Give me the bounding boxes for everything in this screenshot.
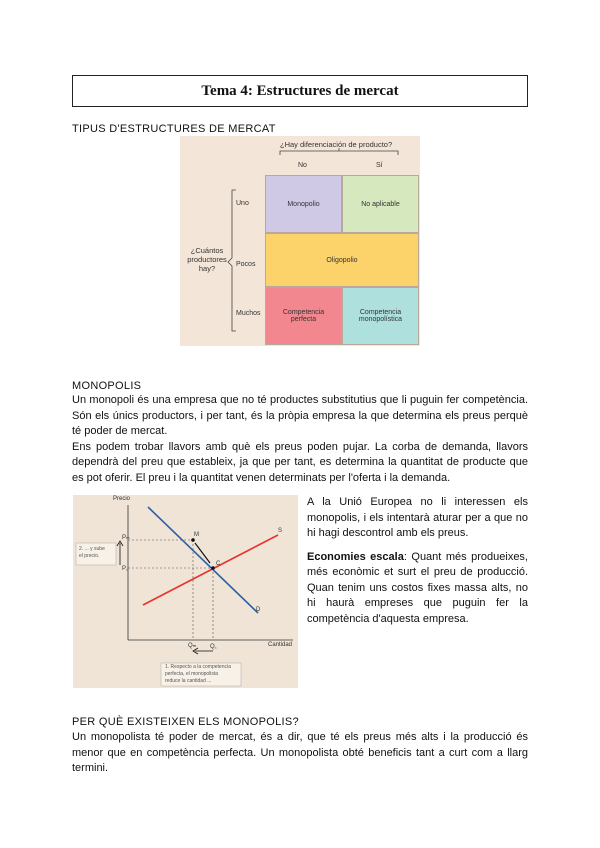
cell-competencia-perfecta-label-2: perfecta — [290, 316, 317, 323]
side-text — [307, 495, 528, 635]
graph-note-bottom-line2: perfecta, el monopolista — [165, 671, 219, 677]
cell-oligopolio-label: Oligopolio — [326, 256, 358, 264]
matrix-row-muchos: Muchos — [236, 310, 261, 317]
graph-xlabel: Cantidad — [268, 642, 293, 648]
cell-monopolio-label: Monopolio — [287, 200, 320, 208]
section-heading-why-monopolis: PER QUÈ EXISTEIXEN ELS MONOPOLIS? — [72, 716, 299, 728]
matrix-row-uno: Uno — [236, 200, 249, 207]
why-monopolis-paragraph — [72, 730, 528, 777]
matrix-question-left-line2: productores — [187, 255, 227, 264]
matrix-col-no: No — [298, 162, 307, 169]
cell-oligopolio — [265, 233, 419, 287]
graph-label-demand: D — [256, 607, 261, 613]
graph-label-pc: P꜀ — [122, 566, 129, 572]
monopoly-graph — [73, 495, 298, 688]
cell-competencia-monopolistica-label-2: monopolística — [358, 316, 403, 323]
section-heading-monopolis: MONOPOLIS — [72, 380, 142, 392]
matrix-row-pocos: Pocos — [236, 261, 256, 268]
cell-competencia-perfecta — [265, 287, 342, 345]
monopolis-paragraph-1: Un monopoli és una empresa que no té productes substitutius que li puguin fer competència. Són els únics productors, i per tant, és la pròpia empresa la que determina els preus perquè té poder de mercat. — [72, 394, 528, 437]
matrix-question-left-line3: hay? — [198, 264, 216, 273]
demand-curve — [148, 507, 261, 613]
graph-ylabel: Precio — [113, 496, 131, 502]
graph-label-point-m: M — [194, 532, 199, 538]
side-paragraph-1: A la Unió Europea no li interessen els monopolis, i els intentarà aturar per a que no hi hagi descontrol amb els preus. — [307, 496, 528, 539]
graph-note-left-line1: 2. ... y sube — [79, 546, 105, 552]
graph-note-left-line2: el precio. — [79, 553, 100, 559]
cell-no-aplicable — [342, 175, 419, 233]
matrix-question-left-line1: ¿Cuántos — [190, 246, 224, 255]
cell-monopolio — [265, 175, 342, 233]
matrix-left-brace — [180, 136, 240, 346]
monopoly-graph-svg — [73, 495, 298, 688]
cell-competencia-monopolistica-label-1: Competencia — [359, 309, 402, 316]
graph-note-left — [79, 546, 105, 560]
page-title-text: Tema 4: Estructures de mercat — [201, 82, 399, 99]
market-structure-matrix — [180, 136, 420, 346]
supply-curve — [143, 535, 278, 605]
side-paragraph-2 — [307, 550, 528, 628]
point-c-dot — [211, 566, 215, 570]
graph-note-bottom-line1: 1. Respecto a la competencia — [165, 664, 231, 670]
graph-note-bottom — [165, 664, 231, 685]
matrix-question-top: ¿Hay diferenciación de producto? — [280, 140, 393, 149]
monopolis-paragraph-2: Ens podem trobar llavors amb què els preus poden pujar. La corba de demanda, llavors dependrà del preu que estableix, ja que per tant, es determina la quantitat de producte que es pot oferir. El preu i la quantitat venen determinats per l'oferta i la demanda. — [72, 440, 528, 484]
economies-escala-text: : Quant més produeixes, més econòmic et surt el preu de producció. Quan tenim uns costos fixes massa alts, no hi haurà empreses que puguin fer la competència d'aquesta empresa. — [307, 550, 528, 625]
monopolis-paragraphs — [72, 393, 528, 486]
why-monopolis-paragraph-1: Un monopolista té poder de mercat, és a dir, que té els preus més alts i la producció és menor que en competència perfecta. Un monopolista obté beneficis tant a curt com a llarg termini. — [72, 731, 528, 774]
cell-competencia-perfecta-label-1: Competencia — [282, 309, 325, 316]
cell-competencia-monopolistica — [342, 287, 419, 345]
graph-label-supply: S — [278, 528, 283, 534]
point-m-dot — [191, 538, 195, 542]
graph-label-qc: Q꜀ — [210, 644, 217, 650]
cell-no-aplicable-label: No aplicable — [361, 200, 400, 208]
matrix-col-si: Sí — [376, 162, 383, 169]
graph-label-qm: Qₘ — [188, 643, 197, 649]
graph-label-pm: Pₘ — [122, 535, 130, 541]
economies-escala-term: Economies escala — [307, 550, 404, 563]
section-heading-market-types: TIPUS D'ESTRUCTURES DE MERCAT — [72, 123, 276, 135]
graph-label-point-c: C — [216, 561, 221, 567]
page-title — [72, 75, 528, 107]
graph-note-bottom-line3: reduce la cantidad ... — [165, 678, 212, 684]
